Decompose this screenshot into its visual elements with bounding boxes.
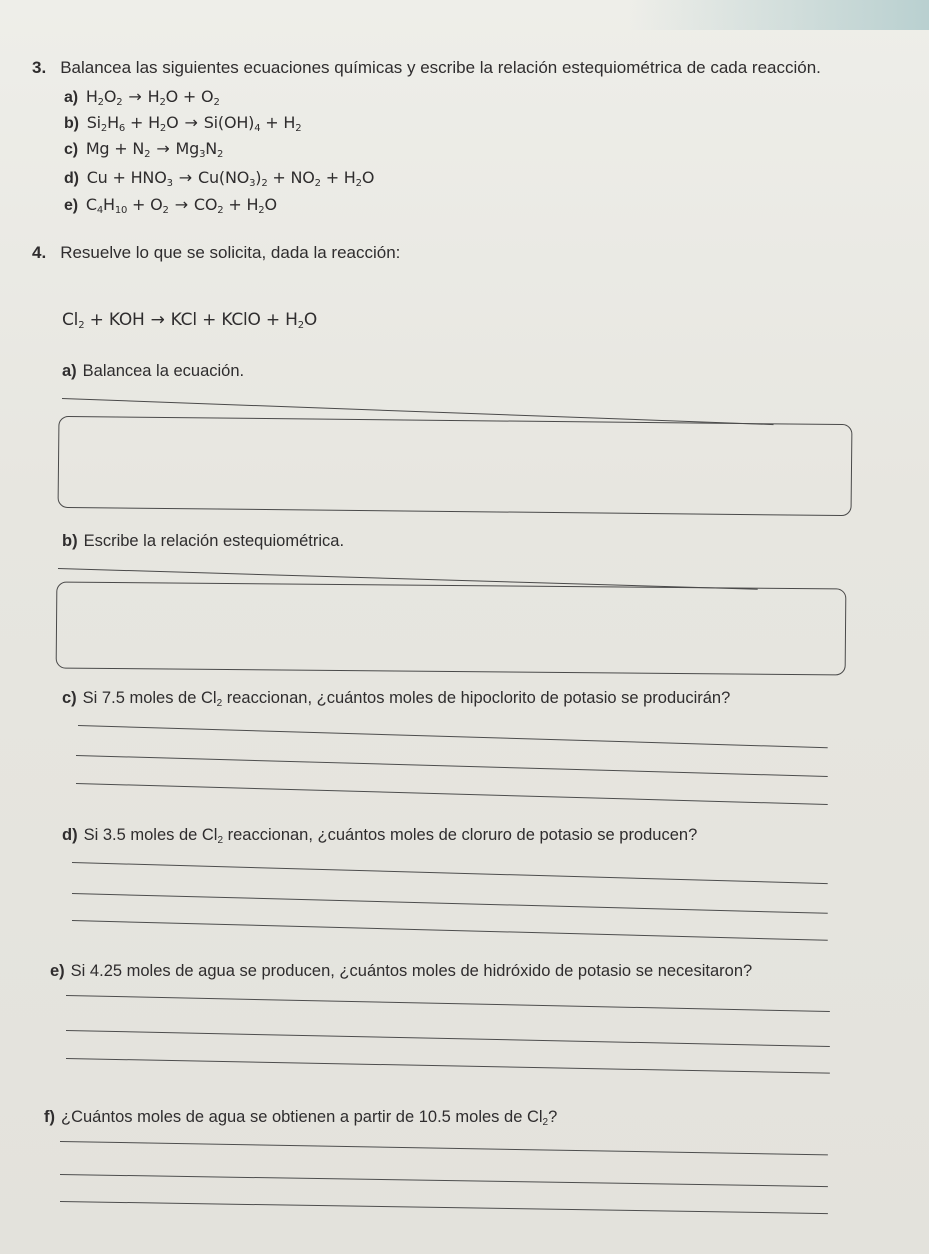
- answer-line[interactable]: [76, 783, 828, 805]
- answer-box-b[interactable]: [56, 582, 847, 676]
- arrow-icon: →: [156, 139, 170, 158]
- part-e-prompt: e) Si 4.25 moles de agua se producen, ¿cuántos moles de hidróxido de potasio se necesitaron?: [50, 962, 753, 980]
- question-3-text: Balancea las siguientes ecuaciones químicas y escribe la relación estequiométrica de cada reacción.: [60, 58, 821, 77]
- answer-line[interactable]: [60, 1174, 828, 1187]
- answer-line[interactable]: [66, 995, 830, 1012]
- equation-c: c) $Mg + N_2 \to Mg_3N_2$: [64, 139, 224, 160]
- arrow-icon: →: [128, 87, 142, 106]
- part-a-prompt: a) Balancea la ecuación.: [62, 362, 245, 380]
- equation-d: d) $Cu + HNO_3 \to Cu(NO_3)_2 + NO_2 + H_2O$: [64, 168, 375, 189]
- question-4-number: 4.: [32, 243, 47, 262]
- question-3: [32, 58, 821, 78]
- answer-box-a[interactable]: [58, 416, 853, 516]
- answer-line[interactable]: [72, 862, 828, 884]
- equation-b: b) $Si_2H_6 + H_2O \to Si(OH)_4 + H_2$: [64, 113, 302, 134]
- answer-line[interactable]: [60, 1201, 828, 1214]
- equation-e: e) $C_4H_{10} + O_2 \to CO_2 + H_2O$: [64, 195, 277, 216]
- part-f-prompt: f) ¿Cuántos moles de agua se obtienen a partir de 10.5 moles de $Cl_2$?: [44, 1108, 558, 1128]
- page-corner-shadow: [629, 0, 929, 30]
- part-b-prompt: b) Escribe la relación estequiométrica.: [62, 532, 345, 550]
- equation-a: a) $H_2O_2 \to H_2O + O_2$: [64, 87, 220, 108]
- reaction-equation: $Cl_2$ + KOH → KCl + KClO + $H_2O$: [62, 310, 318, 331]
- answer-line[interactable]: [60, 1141, 828, 1155]
- answer-line[interactable]: [66, 1058, 830, 1074]
- answer-line[interactable]: [78, 725, 828, 748]
- arrow-icon: →: [150, 310, 165, 330]
- answer-line[interactable]: [66, 1030, 830, 1047]
- part-d-prompt: d) Si 3.5 moles de $Cl_2$ reaccionan, ¿cuántos moles de cloruro de potasio se producen?: [62, 826, 698, 846]
- question-3-number: 3.: [32, 58, 47, 77]
- question-4-text: Resuelve lo que se solicita, dada la reacción:: [60, 243, 401, 262]
- question-4: [32, 243, 400, 263]
- part-c-prompt: c) Si 7.5 moles de $Cl_2$ reaccionan, ¿cuántos moles de hipoclorito de potasio se producirán?: [62, 689, 731, 709]
- answer-line[interactable]: [76, 755, 828, 777]
- arrow-icon: →: [184, 113, 198, 132]
- answer-line[interactable]: [72, 893, 828, 914]
- answer-line[interactable]: [72, 920, 828, 941]
- arrow-icon: →: [178, 168, 192, 187]
- arrow-icon: →: [174, 195, 188, 214]
